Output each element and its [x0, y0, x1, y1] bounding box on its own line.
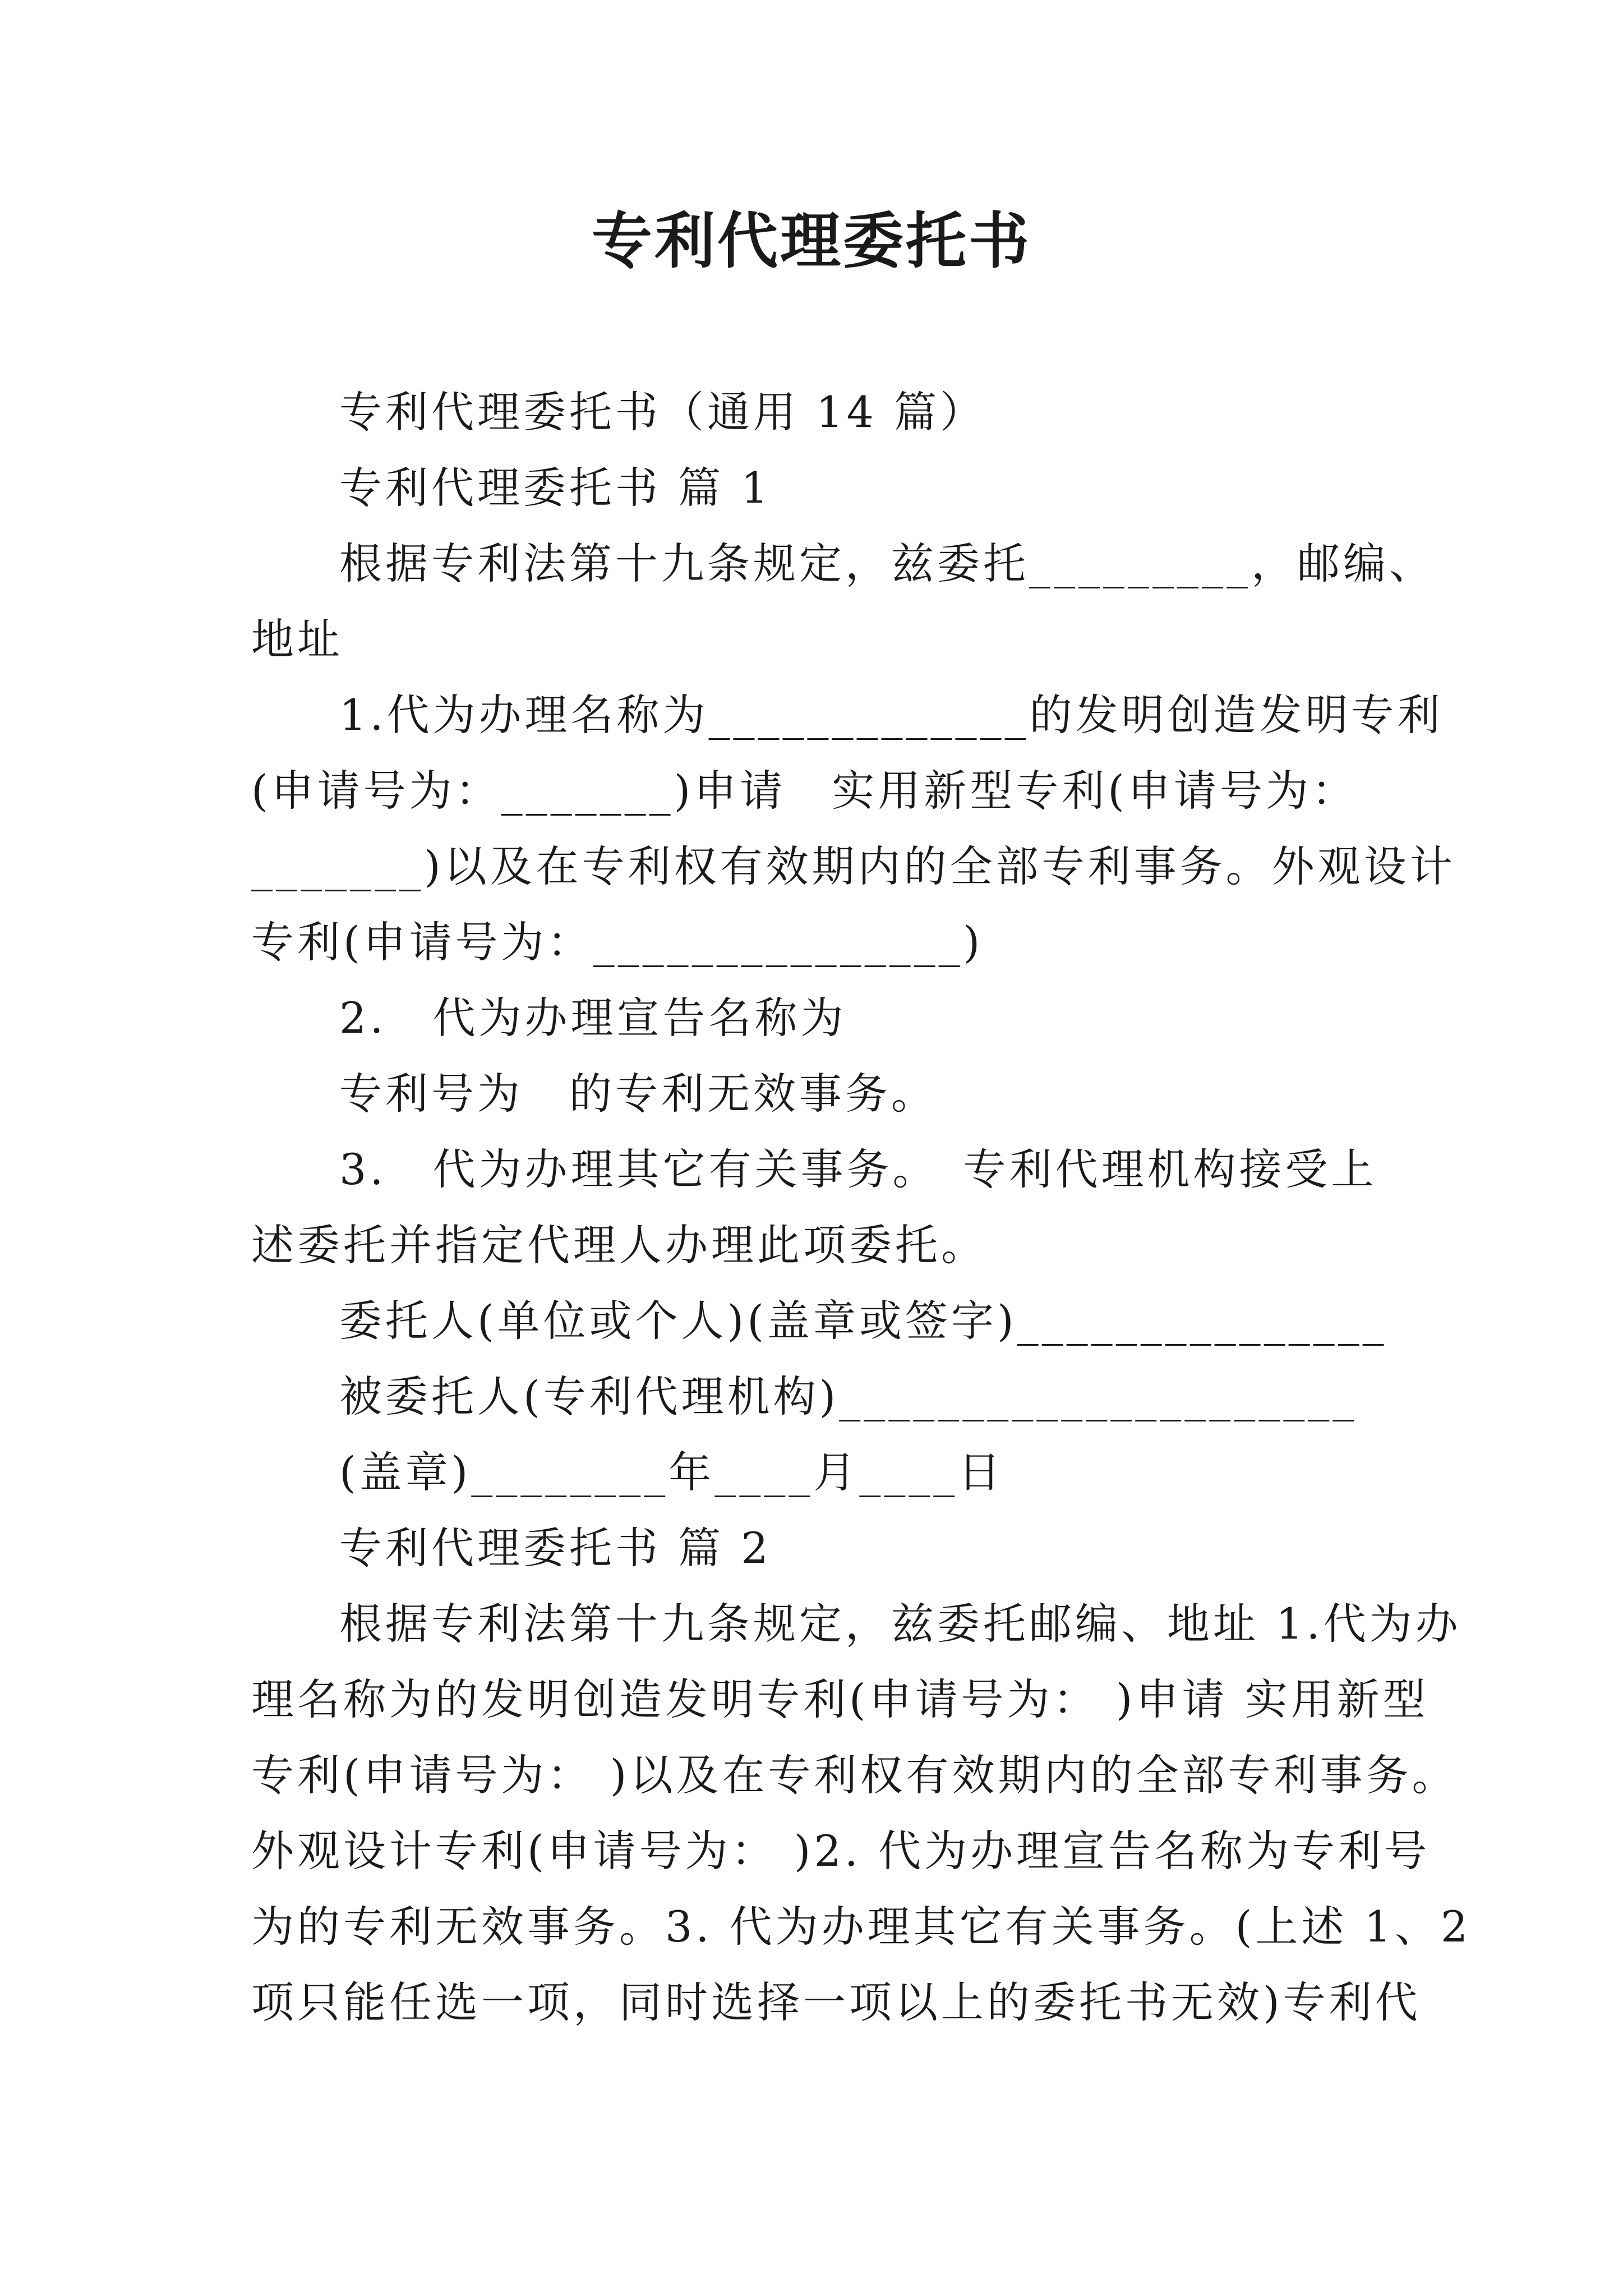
doc-heading-general: 专利代理委托书（通用 14 篇） [339, 387, 986, 437]
paragraph-line: 专利号为 的专利无效事务。 [339, 1069, 937, 1119]
paragraph-line: 根据专利法第十九条规定，兹委托邮编、地址 1.代为办 [339, 1599, 1461, 1649]
paragraph-line: 专利(申请号为：_______________) [251, 917, 984, 967]
paragraph-line: 外观设计专利(申请号为： )2. 代为办理宣告名称为专利号 [251, 1826, 1431, 1876]
paragraph-line: 专利(申请号为： )以及在专利权有效期内的全部专利事务。 [251, 1750, 1458, 1800]
document-title: 专利代理委托书 [591, 206, 1031, 277]
paragraph-line: 1.代为办理名称为_____________的发明创造发明专利 [339, 690, 1444, 740]
paragraph-line: 述委托并指定代理人办理此项委托。 [251, 1220, 987, 1270]
paragraph-line: 地址 [251, 614, 343, 664]
paragraph-line: _______)以及在专利权有效期内的全部专利事务。外观设计 [251, 841, 1456, 891]
section-heading-2: 专利代理委托书 篇 2 [339, 1523, 772, 1573]
signature-line-agency: 被委托人(专利代理机构)_____________________ [339, 1372, 1358, 1421]
paragraph-line: 3. 代为办理其它有关事务。 专利代理机构接受上 [339, 1144, 1377, 1194]
paragraph-line: 为的专利无效事务。3. 代为办理其它有关事务。(上述 1、2 [251, 1902, 1472, 1952]
paragraph-line: 根据专利法第十九条规定，兹委托_________，邮编、 [339, 539, 1435, 588]
paragraph-line: 2. 代为办理宣告名称为 [339, 993, 847, 1043]
paragraph-line: 项只能任选一项，同时选择一项以上的委托书无效)专利代 [251, 1977, 1421, 2027]
signature-line-principal: 委托人(单位或个人)(盖章或签字)_______________ [339, 1296, 1387, 1346]
section-heading-1: 专利代理委托书 篇 1 [339, 463, 772, 513]
paragraph-line: (申请号为：_______)申请 实用新型专利(申请号为： [251, 766, 1358, 816]
date-line: (盖章)________年____月____日 [339, 1447, 1004, 1497]
paragraph-line: 理名称为的发明创造发明专利(申请号为： )申请 实用新型 [251, 1674, 1429, 1724]
